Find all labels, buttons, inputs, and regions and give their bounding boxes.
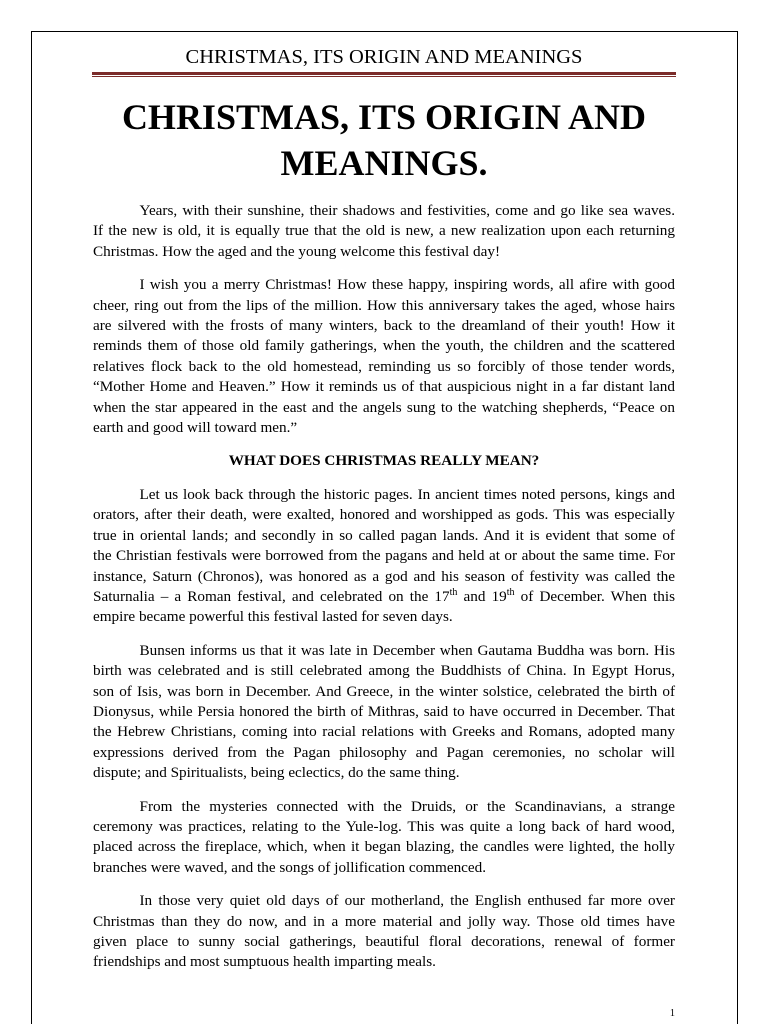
paragraph-line: Christmas than they do now, and in a more material and jolly way. Those old times have [93,912,675,930]
paragraph-line: branches were waved, and the songs of jollification commenced. [93,858,487,876]
paragraph-line: true in oriental lands; and secondly in so called pagan lands. And it is evident that some of [93,526,675,544]
paragraph [93,201,675,262]
paragraph-line: the Christian festivals were borrowed from the pagans and held at or about the same time. For [93,547,675,565]
text-segment: Saturnalia – a Roman festival, and celebrated on the 17 [93,587,450,605]
document-title: CHRISTMAS, ITS ORIGIN AND MEANINGS. [121,97,647,183]
paragraph-line: Let us look back through the historic pages. In ancient times noted persons, kings and [139,485,675,503]
paragraph-line: orators, after their death, were exalted, honored and worshipped as gods. This was especially [93,506,675,524]
paragraph-line: In those very quiet old days of our motherland, the English enthused far more over [139,892,675,910]
paragraph-line: Christmas. How the aged and the young welcome this festival day! [93,242,501,260]
paragraph [93,641,675,784]
paragraph-line: expressions derived from the Pagan philosophy and Pagan ceremonies, no scholar will [93,743,675,761]
paragraph-line: I wish you a merry Christmas! How these happy, inspiring words, all afire with good [139,276,675,294]
paragraph-line [93,587,675,607]
superscript: th [449,586,458,598]
paragraph-line: are silvered with the frosts of many winters, back to the dreamland of their youth! How it [93,317,675,335]
paragraph-line: From the mysteries connected with the Druids, or the Scandinavians, a strange [139,797,675,815]
paragraph-line: given place to sunny social gatherings, beautiful floral decorations, renewal of former [93,933,675,950]
paragraph-line: “Mother Home and Heaven.” How it reminds us of that auspicious night in a far distant land [93,378,675,396]
paragraph-line: earth and good will toward men.” [93,419,298,437]
text-segment: and 19 [457,587,507,605]
paragraph-line: Dionysus, while Persia honored the birth of Mithras, said to have occurred in December. That [93,702,675,720]
paragraph-line: son of Isis, was born in December. And Greece, in the winter solstice, celebrated the birth of [93,682,675,700]
paragraph [93,275,675,438]
paragraph-line: cheer, ring out from the lips of the million. How this anniversary takes the aged, whose hairs [93,296,675,314]
paragraph [93,797,675,879]
paragraph-line: If the new is old, it is equally true that the old is new, a new realization upon each returning [93,222,675,240]
paragraph-line: instance, Saturn (Chronos), was honored as a god and his season of festivity was called the [93,567,675,585]
paragraph-line: Years, with their sunshine, their shadows and festivities, come and go like sea waves. [139,202,675,219]
page-number: 1 [669,1008,675,1019]
paragraph-line: placed across the fireplace, which, when it began blazing, the candles were lighted, the holly [93,838,675,856]
header-rule [92,72,676,77]
paragraph-line: empire became powerful this festival lasted for seven days. [93,608,453,626]
paragraph-line: reminds them of those old family gatherings, when the youth, the children and the scattered [93,337,675,355]
paragraph [93,485,675,628]
paragraph-line: ceremony was practices, relating to the Yule-log. This was quite a long back of hard wood, [93,817,675,835]
document-body [93,201,675,986]
paragraph-line: relatives flock back to the old homestead, reminding us so forcibly of those tender words, [93,357,675,375]
paragraph-line: birth was celebrated and is still celebrated among the Buddhists of China. In Egypt Horus, [93,662,675,680]
superscript: th [506,586,515,598]
paragraph-line: dispute; and Spiritualists, being eclectics, do the same thing. [93,764,460,782]
paragraph [93,891,675,973]
paragraph-line: friendships and most sumptuous health imparting meals. [93,953,436,971]
paragraph-line: Bunsen informs us that it was late in December when Gautama Buddha was born. His [139,641,675,659]
text-segment: of December. When this [514,587,675,605]
paragraph-line: when the star appeared in the east and the angels sung to the watching shepherds, “Peace on [93,398,675,416]
paragraph-line: the Hebrew Christians, coming into racial relations with Greeks and Romans, adopted many [93,723,675,741]
section-heading: WHAT DOES CHRISTMAS REALLY MEAN? [228,452,540,470]
running-header: CHRISTMAS, ITS ORIGIN AND MEANINGS [185,46,583,68]
